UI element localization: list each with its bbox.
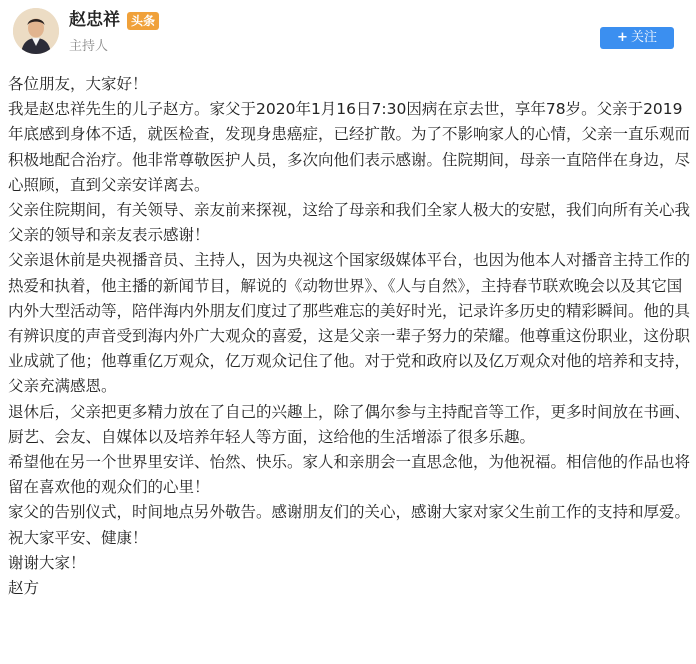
author-role: 主持人 — [69, 39, 109, 54]
paragraph-announcement: 我是赵忠祥先生的儿子赵方。家父于2020年1月16日7:30因病在京去世，享年78岁。父亲于2019年底感到身体不适，就医检查，发现身患癌症，已经扩散。为了不影响家人的心情，父亲一直乐观而积极地配合治疗。他非常尊敬医护人员，多次向他们表示感谢。住院期间，母亲一直陪伴在身边，尽心照顾，直到父亲安详离去。 — [8, 100, 691, 194]
follow-label: 关注 — [630, 30, 657, 45]
post-content — [8, 72, 692, 601]
paragraph-closing: 谢谢大家！ — [8, 553, 86, 572]
follow-button[interactable] — [600, 27, 674, 49]
paragraph-farewell-ceremony: 家父的告别仪式，时间地点另外敬告。感谢朋友们的关心，感谢大家对家父生前工作的支持和厚爱。祝大家平安、健康！ — [8, 503, 691, 547]
paragraph-greeting: 各位朋友，大家好！ — [8, 75, 148, 93]
paragraph-thanks-visitors: 父亲住院期间，有关领导、亲友前来探视，这给了母亲和我们全家人极大的安慰，我们向所有关心我父亲的领导和亲友表示感谢！ — [8, 201, 691, 245]
avatar[interactable] — [13, 8, 59, 54]
avatar-portrait-icon — [13, 8, 59, 54]
plus-icon: + — [617, 30, 628, 45]
paragraph-career: 父亲退休前是央视播音员、主持人，因为央视这个国家级媒体平台，也因为他本人对播音主持工作的热爱和执着，他主播的新闻节目，解说的《动物世界》、《人与自然》，主持春节联欢晚会以及其它国内外大型活动等，陪伴海内外朋友们度过了那些难忘的美好时光，记录许多历史的精彩瞬间。他的具有辨识度的声音受到海内外广大观众的喜爱，这是父亲一辈子努力的荣耀。他尊重这份职业，这份职业成就了他；他尊重亿万观众，亿万观众记住了他。对于党和政府以及亿万观众对他的培养和支持，父亲充满感恩。 — [8, 251, 691, 396]
toutiao-badge: 头条 — [127, 12, 159, 30]
post-header — [0, 0, 696, 66]
paragraph-signature: 赵方 — [8, 579, 40, 598]
author-name[interactable]: 赵忠祥 — [69, 10, 120, 30]
paragraph-retirement: 退休后，父亲把更多精力放在了自己的兴趣上，除了偶尔参与主持配音等工作，更多时间放在书画、厨艺、会友、自媒体以及培养年轻人等方面，这给他的生活增添了很多乐趣。 — [8, 402, 691, 446]
paragraph-wishes: 希望他在另一个世界里安详、怡然、快乐。家人和亲朋会一直思念他，为他祝福。相信他的作品也将留在喜欢他的观众们的心里！ — [8, 453, 691, 497]
